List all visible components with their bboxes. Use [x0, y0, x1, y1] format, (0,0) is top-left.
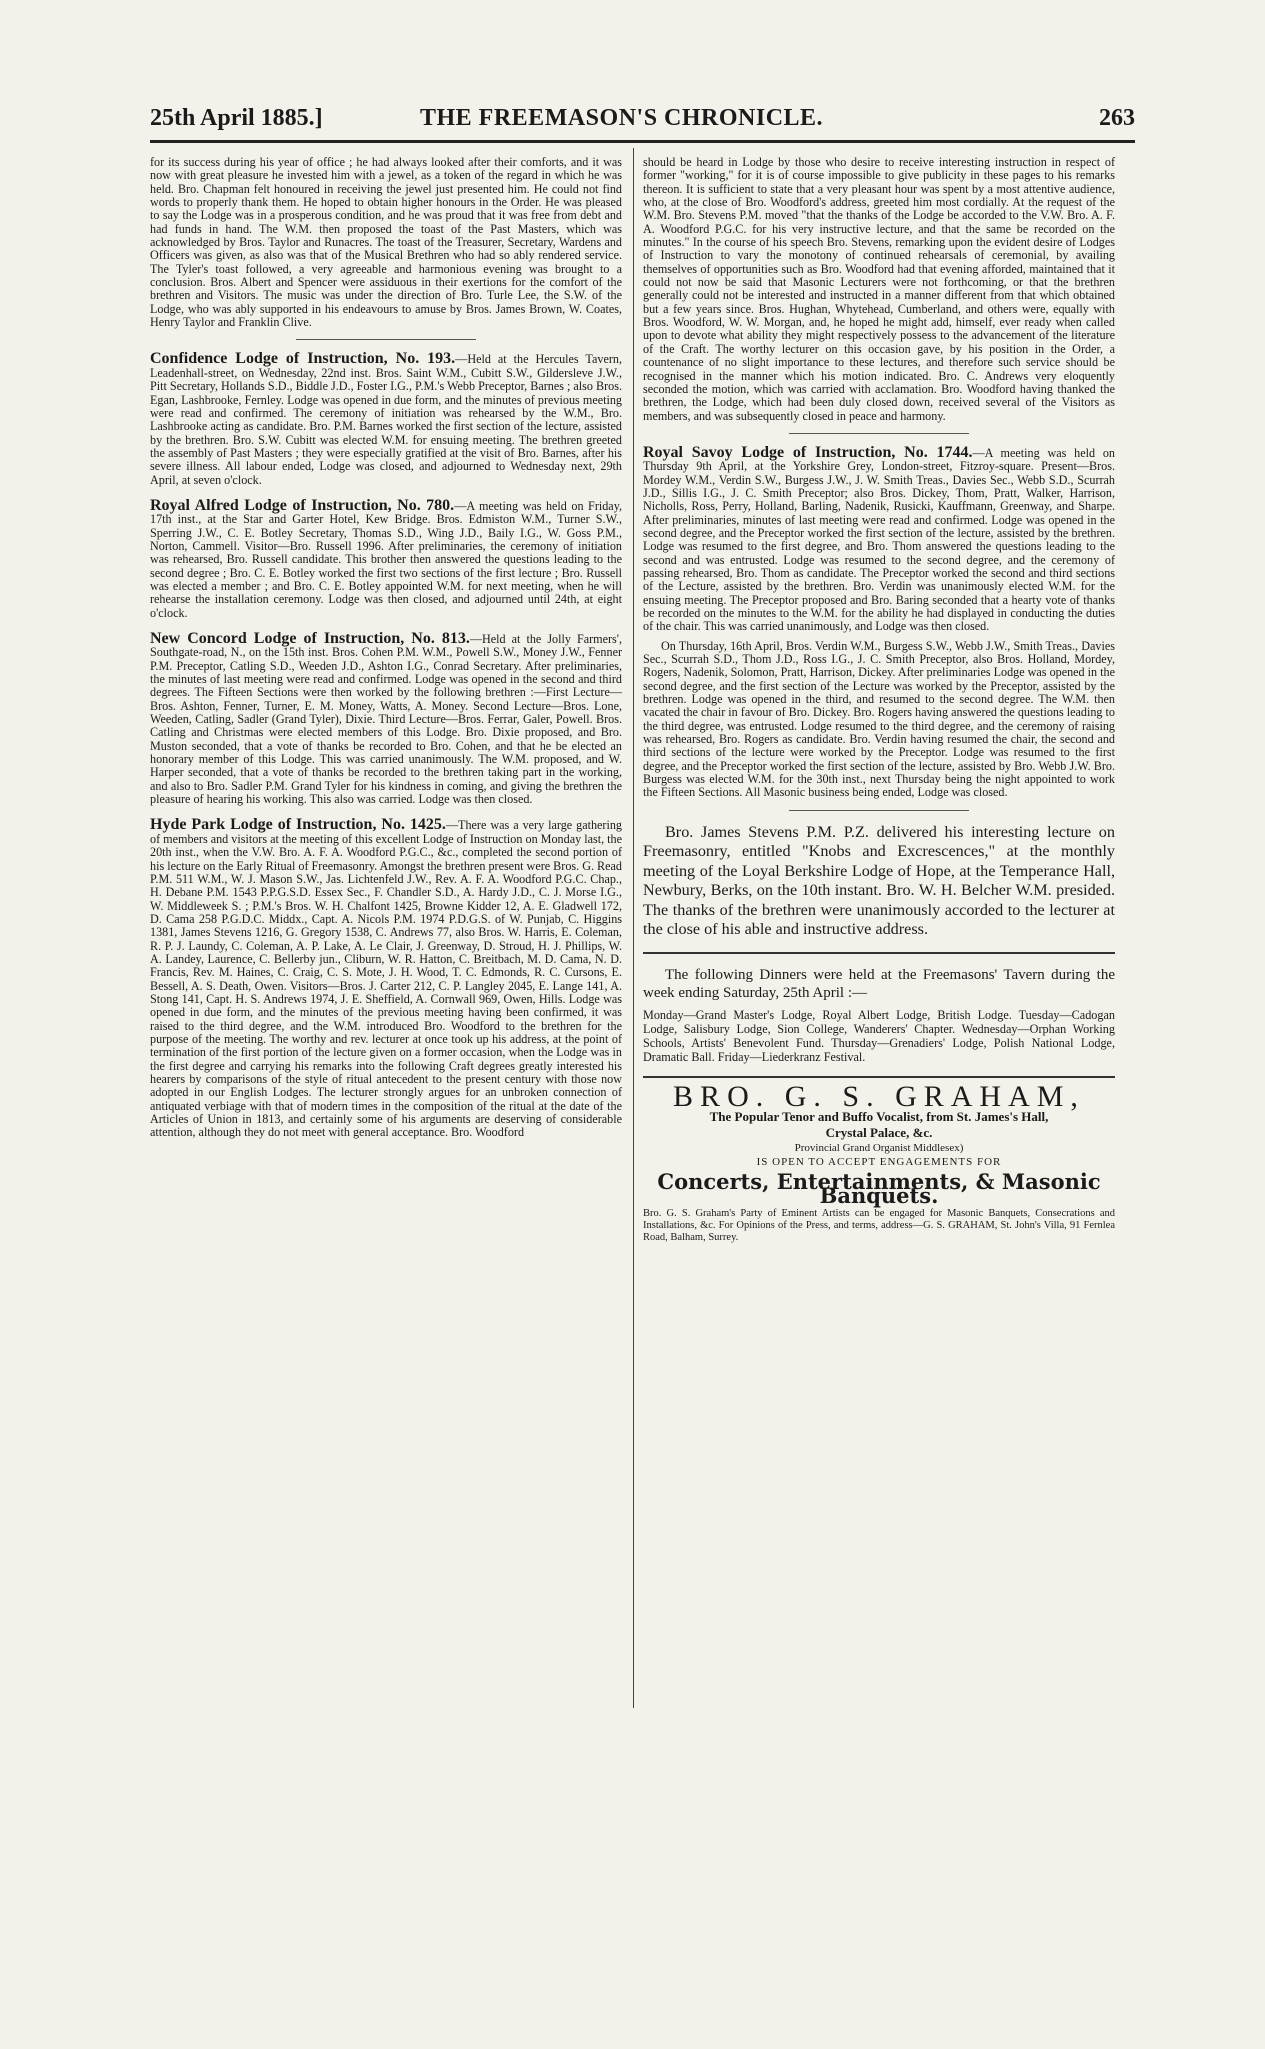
article-confidence-lodge	[150, 352, 622, 486]
continued-paragraph: should be heard in Lodge by those who desire to receive interesting instruction in respect of former "working," for it is of course impossible to give publicity in these pages to his remarks thereon. It is sufficient to state that a very pleasant hour was spent by a most attentive audience, who, at the close of Bro. Woodford's address, greeted him most cordially. At the request of the W.M. Bro. Stevens P.M. moved "that the thanks of the Lodge be accorded to the V.W. Bro. A. F. A. Woodford P.G.C. for his very instructive lecture, and that the same be recorded on the minutes." In the course of his speech Bro. Stevens, remarking upon the evident desire of Lodges of Instruction to vary the monotony of continued rehearsals of ceremonial, by availing themselves of opportunities such as Bro. Woodford had that evening afforded, maintained that it could not now be said that Masonic Lecturers were not forthcoming, or that the brethren generally could not be interested and instructed in a manner different from that which obtained but a few years since. Bros. Hughan, Whytehead, Cumberland, and others were, equally with Bros. Woodford, W. W. Morgan, and, he hoped he might add, himself, ever ready when called upon to devote what ability they might respectively possess to the advancement of the literature of the Craft. The worthy lecturer on this occasion gave, by his position in the Order, a countenance of no slight importance to these lectures, and therefore such service should be recognised in the manner which his motion indicated. Bro. C. Andrews very eloquently seconded the motion, which was carried with acclamation. Bro. Woodford having thanked the brethren, the Lodge, which had been duly closed down, received several of the Visitors as members, and was subsequently closed in peace and harmony.	[643, 155, 1115, 423]
article-body: —There was a very large gathering of members and visitors at the meeting of this excellent Lodge of Instruction on Monday last, the 20th inst., when the V.W. Bro. A. F. A. Woodford P.G.C., &c., completed the second portion of his lecture on the Early Ritual of Freemasonry. Amongst the brethren present were Bros. G. Read P.M. 511 W.M., W. J. Mason S.W., Jas. Lichtenfeld J.W., Rev. A. F. A. Woodford P.G.C. Chap., H. Debane P.M. 1543 P.P.G.S.D. Essex Sec., F. Chandler S.D., A. Hardy J.D., C. J. Morse I.G., W. Middleweek S. ; P.M.'s Bros. W. H. Chalfont 1425, Browne Kidder 12, A. E. Gladwell 172, D. Cama 258 P.G.D.C. Middx., Capt. A. Nicols P.M. 1974 P.D.G.S. of W. Punjab, C. Higgins 1381, James Stevens 1216, G. Gregory 1538, C. Andrews 77, also Bros. W. Harris, E. Coleman, R. P. J. Laundy, C. Coleman, A. P. Lake, A. Le Clair, J. Greenway, D. Stroud, H. J. Phillips, W. A. Landey, Laurence, C. Bellerby jun., Cliburn, W. R. Hatton, C. Breitbach, M. D. Cama, N. D. Francis, Rev. M. Haines, C. Craig, C. S. Mote, J. H. Wood, T. C. Edmonds, R. C. Cursons, E. Bessell, A. S. Death, Owen. Visitors—Bros. J. Carter 212, C. P. Langley 2045, E. Lange 141, A. Stong 141, Capt. H. S. Andrews 1974, J. E. Sheffield, A. Cornwall 969, Owen, Hills. Lodge was opened in due form, and the minutes of the previous meeting having been confirmed, it was raised to the third degree, and the W.M. introduced Bro. Woodford to the brethren for the purpose of the meeting. The worthy and rev. lecturer at once took up his address, at the point of termination of the first portion of the lecture given on a former occasion, when the Lodge was in the first degree and carrying his remarks into the following Craft degrees greatly interested his hearers by comparisons of the style of ritual antecedent to the present century with those now adopted in our English Lodges. The lecturer strongly argues for an unbroken connection of antiquated verbiage with that of modern times in the composition of the ritual at the date of the Articles of Union in 1813, and certainly some of his arguments are deserving of considerable attention, although they do not meet with general acceptance. Bro. Woodford	[150, 818, 622, 1140]
article-body-second: On Thursday, 16th April, Bros. Verdin W.M., Burgess S.W., Webb J.W., Smith Treas., Davies Sec., Scurrah S.D., Thom J.D., Ross I.G., J. C. Smith Preceptor, also Bros. Holland, Mordey, Rogers, Nadenik, Solomon, Pratt, Harrison, Dickey. After preliminaries Lodge was opened in the second degree, and the first section of the Lecture was worked by the Preceptor, assisted by the brethren. Lodge was opened in the third, and resumed to the second degree. The W.M. then vacated the chair in favour of Bro. Dickey. Bro. Rogers having answered the questions leading to the third degree, was entrusted. Lodge resumed to the third degree, and the ceremony of raising was rehearsed, Bro. Rogers as candidate. Bro. Verdin having resumed the chair, the second and third sections of the lecture were worked by the Preceptor. Lodge was resumed to the first degree, and the Preceptor worked the first section of the lecture, assisted by Bro. Webb J.W. Bro. Burgess was elected W.M. for the 30th inst., next Thursday being the night appointed to work the Fifteen Sections. All Masonic business being ended, Lodge was closed.	[643, 638, 1115, 800]
right-column	[643, 156, 1115, 1244]
section-separator	[296, 339, 476, 340]
article-hyde-park-lodge	[150, 818, 622, 1139]
page-number: 263	[1099, 105, 1135, 131]
article-heading: Confidence Lodge of Instruction, No. 193.	[150, 350, 456, 368]
left-column	[150, 156, 622, 1146]
article-body: —A meeting was held on Friday, 17th inst., at the Star and Garter Hotel, Kew Bridge. Bros. Edmiston W.M., Turner S.W., Sperring J.W., C. E. Botley Secretary, Thomas S.D., Wing J.D., Baily I.G., W. Goss P.M., Norton, Cammell. Visitor—Bro. Russell 1996. After preliminaries, the ceremony of initiation was rehearsed, Bro. Russell candidate. This brother then answered the questions leading to the second degree ; Bro. C. E. Botley worked the first two sections of the first lecture ; Bro. Russell was elected a member ; and Bro. C. E. Botley appointed W.M. for next meeting, when he will rehearse the installation ceremony. Lodge was then closed, and adjourned until 24th, at eight o'clock.	[150, 498, 623, 620]
article-body: —Held at the Jolly Farmers', Southgate-road, N., on the 15th inst. Bros. Cohen P.M. W.M., Powell S.W., Money J.W., Fenner P.M. Preceptor, Catling S.D., Weeden J.D., Ashton I.G., Conrad Secretary. After preliminaries, the minutes of last meeting were read and confirmed. Lodge was opened in the second and third degrees. The Fifteen Sections were then worked by the following brethren :—First Lecture—Bros. Ashton, Fenner, Turner, E. M. Money, Watts, A. Money. Second Lecture—Bros. Lone, Weeden, Catling, Sadler (Grand Tyler), Dixie. Third Lecture—Bros. Ferrar, Galer, Powell. Bros. Catling and Christmas were elected members of this Lodge. Bro. Dixie proposed, and Bro. Muston seconded, that a vote of thanks be recorded to Bro. Cohen, and that he be elected an honorary member of this Lodge. This was carried unanimously. The W.M. proposed, and W. Harper seconded, that a vote of thanks be recorded to the brethren taking part in the working, and also to Bro. Sadler P.M. Grand Tyler for his kindness in coming, and giving the brethren the pleasure of hearing his working. This also was carried. Lodge was then closed.	[150, 632, 623, 807]
ad-name: BRO. G. S. GRAHAM,	[673, 1079, 1085, 1113]
publication-title: THE FREEMASON'S CHRONICLE.	[420, 105, 824, 131]
intro-paragraph: for its success during his year of office ; he had always looked after their comforts, and it was now with great pleasure he invested him with a jewel, as a token of the regard in which he was held. Bro. Chapman felt honoured in receiving the jewel just presented him. He could not find words to properly thank them. He hoped to obtain higher honours in the Order. He was pleased to say the Lodge was in a prosperous condition, and he was proud that it was free from debt and had funds in hand. The W.M. then proposed the toast of the Past Masters, which was acknowledged by Bros. Taylor and Runacres. The toast of the Treasurer, Secretary, Wardens and Officers was given, as also was that of the Musical Brethren who had so ably rendered service. The Tyler's toast followed, a very agreeable and harmonious evening was brought to a conclusion. Bros. Albert and Spencer were assiduous in their exertions for the comfort of the brethren and Visitors. The music was under the direction of Bro. Turle Lee, the S.W. of the Lodge, who was ably supported in his endeavours to amuse by Bros. James Brown, W. Coates, Henry Taylor and Franklin Clive.	[150, 155, 622, 330]
article-body: —Held at the Hercules Tavern, Leadenhall-street, on Wednesday, 22nd inst. Bros. Saint W.M., Cubitt S.W., Gildersleve J.W., Pitt Secretary, Hollands S.D., Biddle J.D., Foster I.G., P.M.'s Webb Preceptor, Barnes ; also Bros. Egan, Lashbrooke, Fernley. Lodge was opened in due form, and the minutes of previous meeting were read and confirmed. The ceremony of initiation was rehearsed by the W.M., Bro. Lashbrooke acting as candidate. Bro. P.M. Barnes worked the first section of the lecture, assisted by the brethren. Bro. S.W. Cubitt was elected W.M. for ensuing meeting. The brethren greeted the assembly of Past Masters ; they were especially gratified at the visit of Bro. Barnes, after his severe illness. All labour ended, Lodge was closed, and adjourned to Wednesday next, 29th April, at seven o'clock.	[150, 352, 622, 487]
article-heading: New Concord Lodge of Instruction, No. 813.	[150, 630, 470, 647]
ad-services: Concerts, Entertainments, & Masonic Banquets.	[657, 1169, 1101, 1208]
ad-fine-print: Bro. G. S. Graham's Party of Eminent Artists can be engaged for Masonic Banquets, Consecrations and Installations, &c. For Opinions of the Press, and terms, address—G. S. GRAHAM, St. John's Villa, 91 Fernlea Road, Balham, Surrey.	[643, 1207, 1115, 1243]
article-royal-alfred-lodge	[150, 496, 623, 620]
dinners-intro: The following Dinners were held at the Freemasons' Tavern during the week ending Saturday, 25th April :—	[643, 966, 1115, 1001]
article-heading: Royal Savoy Lodge of Instruction, No. 1744.	[643, 443, 973, 461]
section-separator	[789, 433, 969, 434]
ad-line: IS OPEN TO ACCEPT ENGAGEMENTS FOR	[756, 1156, 1002, 1169]
column-divider	[633, 148, 634, 1708]
graham-advertisement	[643, 1079, 1115, 1244]
dinners-list: Monday—Grand Master's Lodge, Royal Albert Lodge, British Lodge. Tuesday—Cadogan Lodge, Salisbury Lodge, Sion College, Wanderers' Chapter. Wednesday—Orphan Working Schools, Artists' Benevolent Fund. Thursday—Grenadiers' Lodge, Polish National Lodge, Dramatic Ball. Friday—Liederkranz Festival.	[643, 1007, 1115, 1064]
section-separator	[643, 1076, 1115, 1078]
article-heading: Royal Alfred Lodge of Instruction, No. 780.	[150, 496, 455, 514]
ad-line: The Popular Tenor and Buffo Vocalist, from St. James's Hall,	[709, 1109, 1049, 1125]
issue-date: 25th April 1885.]	[150, 105, 323, 131]
section-separator	[789, 810, 969, 811]
page-header	[150, 105, 1135, 141]
article-heading: Hyde Park Lodge of Instruction, No. 1425.	[150, 816, 446, 834]
header-rule	[150, 140, 1135, 143]
stevens-lecture-notice: Bro. James Stevens P.M. P.Z. delivered his interesting lecture on Freemasonry, entitled "Knobs and Excrescences," at the monthly meeting of the Loyal Berkshire Lodge of Hope, at the Temperance Hall, Newbury, Berks, on the 10th instant. Bro. W. H. Belcher W.M. presided. The thanks of the brethren were unanimously accorded to the lecturer at the close of his able and instructive address.	[643, 822, 1115, 939]
section-separator	[643, 952, 1115, 954]
article-body: —A meeting was held on Thursday 9th April, at the Yorkshire Grey, London-street, Fitzroy-square. Present—Bros. Mordey W.M., Verdin S.W., Burgess J.W., J. W. Smith Treas., Davies Sec., Webb S.D., Scurrah J.D., Sillis I.G., J. C. Smith Preceptor; also Bros. Dickey, Thom, Pratt, Walker, Harrison, Nicholls, Ross, Perry, Holland, Barling, Nadenik, Rusicki, Kauffmann, Greenway, and Sharpe. After preliminaries, minutes of last meeting were read and confirmed. Lodge was opened in the second degree, and the Preceptor worked the first section of the lecture, assisted by the brethren. Lodge was resumed to the first degree, and Bro. Thom answered the questions leading to the second and was entrusted. Lodge was resumed to the second degree, and the ceremony of passing rehearsed, Bro. Thom as candidate. The Preceptor worked the second and third sections of the Lecture, assisted by the brethren. Bro. Verdin was unanimously elected W.M. for the ensuing meeting. The Preceptor proposed and Bro. Baring seconded that a hearty vote of thanks be recorded on the minutes to the W.M. for the ability he had displayed in conducting the duties of the chair. This was carried unanimously, and Lodge was then closed.	[643, 445, 1115, 634]
article-new-concord-lodge	[150, 632, 622, 806]
article-royal-savoy-lodge	[643, 443, 1115, 800]
ad-line: Crystal Palace, &c.	[825, 1125, 933, 1141]
ad-line: Provincial Grand Organist Middlesex)	[794, 1142, 964, 1155]
